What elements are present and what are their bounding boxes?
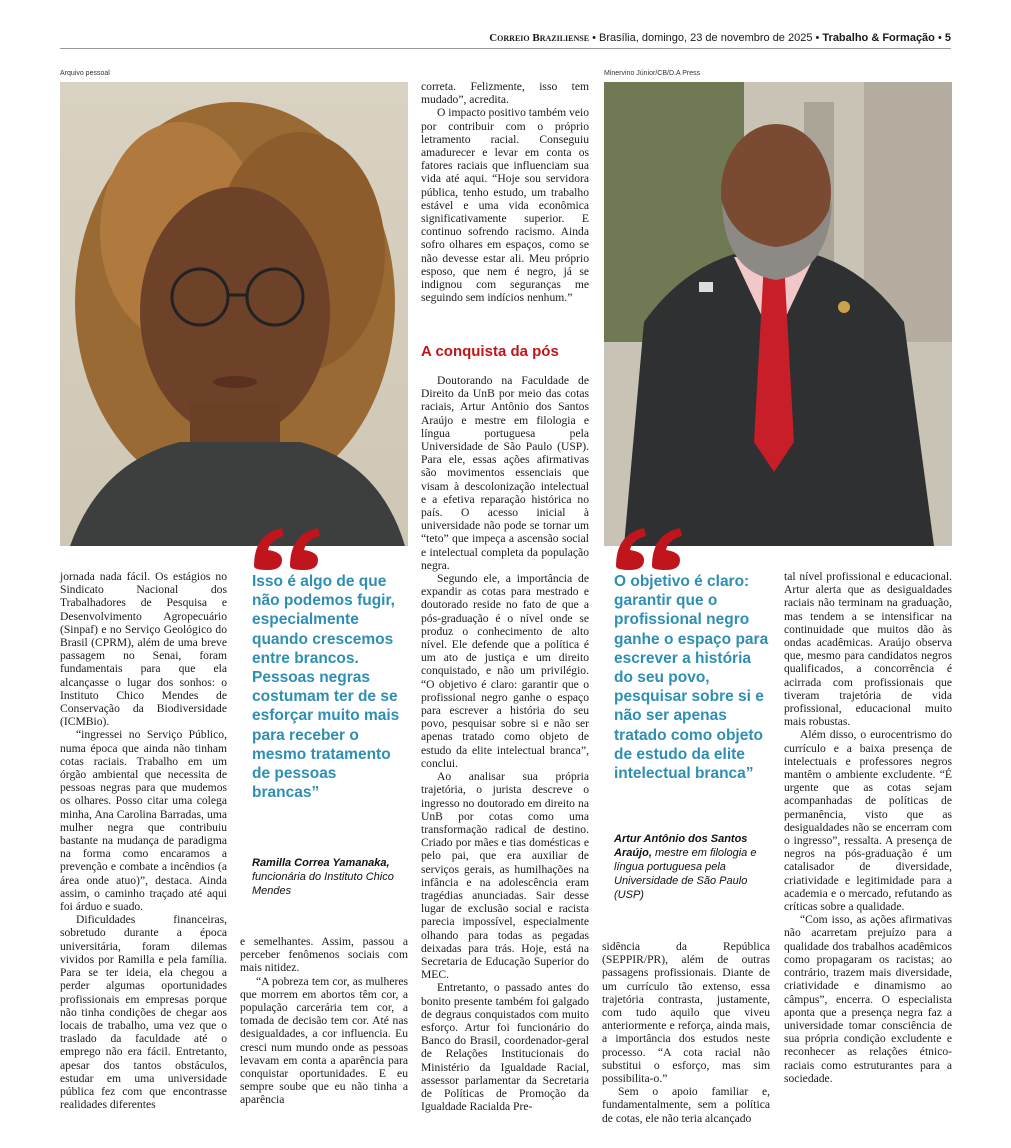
ramilla-portrait-illustration [60, 82, 408, 546]
col2-paragraph: e semelhantes. Assim, passou a perceber fenômenos sociais com mais nitidez. [240, 935, 408, 975]
col3-paragraph: Entretanto, o passado antes do bonito presente também foi galgado de degraus conquistados com muito esforço. Artur foi funcionário do Banco do Brasil, coordenador-geral de Relações Institucionais do Ministério da Igualdade Racial, assessor parlamentar da Secretaria de Políticas de Promoção da Igualdade Racialda Pre- [421, 981, 589, 1114]
artur-photo [604, 82, 952, 546]
col1-paragraph: Dificuldades financeiras, sobretudo durante a época universitária, foram dilemas vividos por Ramilla e pela família. Para se ter ideia, ela chegou a perder algumas oportunidades profissionais em empresas porque não tinha condições de chegar aos locais de trabalho, uma vez que o traslado da faculdade até o emprego não era fácil. Entretanto, apesar dos tantos obstáculos, estudar em uma universidade pública fez com que encontrasse realidades diferentes [60, 913, 227, 1112]
header-section: Trabalho & Formação [822, 32, 935, 44]
article-column-1 [60, 570, 227, 1111]
article-column-5 [784, 570, 952, 1085]
left-quote-attribution [252, 856, 402, 898]
col3-paragraph: Ao analisar sua própria trajetória, o jurista descreve o ingresso no doutorado em direito na UnB por cotas como uma transformação radical de destino. Criado por mães e tias domésticas e pelo pai, que era auxiliar de serviços gerais, as humilhações na infância e na adolescência eram tragédias anunciadas. Sair desse lugar de exclusão social e racista parecia impossível, especialmente olhando para todas as pegadas deixadas para trás. Hoje, está na Secretaria de Educação Superior do MEC. [421, 770, 589, 982]
col4-paragraph: Sem o apoio familiar e, fundamentalmente, sem a política de cotas, ele não teria alcançado [602, 1085, 770, 1125]
left-quote-mark-icon [252, 526, 322, 570]
right-quote-name: Artur Antônio dos Santos Araújo, [614, 833, 748, 859]
right-quote-attribution [614, 832, 774, 902]
right-pull-quote: O objetivo é claro: garantir que o profissional negro ganhe o espaço para escrever a história do seu povo, pesquisar sobre si e não ser apenas tratado como objeto de estudo da elite intelectual branca” [614, 573, 769, 783]
left-quote-role: funcionária do Instituto Chico Mendes [252, 871, 394, 897]
col1-paragraph: jornada nada fácil. Os estágios no Sindicato Nacional dos Trabalhadores de Pesquisa e Desenvolvimento Agropecuário (Sinpaf) e no Serviço Geológico do Brasil (CPRM), além de uma breve passagem no Senai, foram fundamentais para que ela alcançasse o lugar dos sonhos: o Instituto Chico Mendes de Conservação da Biodiversidade (ICMBio). [60, 570, 227, 729]
col5-paragraph: tal nível profissional e educacional. Artur alerta que as desigualdades raciais não terminam na graduação, mas tendem a se intensificar na continuidade que muitos dão às ondas acadêmicas. Araújo observa que, mesmo para candidatos negros qualificados, a concorrência é acirrada com profissionais que tiveram trajetória de vida profissional, educacional muito mais robustas. [784, 570, 952, 729]
left-photo-credit: Arquivo pessoal [60, 70, 110, 77]
col4-paragraph: sidência da República (SEPPIR/PR), além de outras passagens profissionais. Diante de um currículo tão extenso, essa trajetória contrasta, justamente, com tudo aquilo que viveu anteriormente e reforça, ainda mais, a importância dos estudos neste processo. “A cota racial não substitui o esforço, mas sim possibilita-o.” [602, 940, 770, 1086]
article-column-3-top [421, 80, 589, 304]
right-photo-credit: Minervino Júnior/CB/D.A Press [604, 70, 701, 77]
article-column-2-bottom [240, 935, 408, 1107]
col3-paragraph: Segundo ele, a importância de expandir as cotas para mestrado e doutorado reside no fato de que a pós-graduação é o nível onde se produz o conhecimento de alto nível. Ele defende que a política é um ato de justiça e um direito conquistado, e não um privilégio. “O objetivo é claro: garantir que o profissional negro ganhe o espaço para escrever a história do seu povo, pesquisar sobre si e não ser apenas tratado como objeto de estudo da elite intelectual branca”, conclui. [421, 572, 589, 770]
header-date: • Brasília, domingo, 23 de novembro de 2025 • [589, 32, 823, 44]
right-quote-role: mestre em filologia e língua portuguesa pela Universidade de São Paulo (USP) [614, 847, 757, 901]
article-column-3-body [421, 374, 589, 1113]
article-column-4-bottom [602, 940, 770, 1125]
col2-paragraph: “A pobreza tem cor, as mulheres que morrem em abortos têm cor, a população carcerária tem cor, a tomada de decisão tem cor. Até nas desigualdades, a cor influencia. Eu cresci num mundo onde as pessoas levavam em conta a aparência para conquistar oportunidades. E eu sempre soube que eu não tinha a aparência [240, 974, 408, 1107]
left-quote-name: Ramilla Correa Yamanaka, [252, 857, 390, 869]
header-sep: • [934, 32, 945, 44]
page-number: 5 [944, 32, 951, 44]
col5-paragraph: Além disso, o eurocentrismo do currículo e a baixa presença de intelectuais e professores negros mantêm o ambiente excludente. “É urgente que as cotas sejam acompanhadas de políticas de permanência, visto que as desigualdades não se encerram com o ingresso”, ressalta. A presença de negros na pós-graduação é um catalisador de diversidade, criatividade e legitimidade para a academia e o mercado, refutando as críticas sobre a qualidade. [784, 728, 952, 914]
page-header [60, 32, 951, 49]
col1-paragraph: “ingressei no Serviço Público, numa época que ainda não tinham cotas raciais. Trabalho em um órgão ambiental que necessita de pessoas negras para que mudemos os olhares. Posso citar uma colega minha, Ana Carolina Barradas, uma mulher negra que contribuiu bastante na mudança de paradigma na forma como encaramos a prevenção e combate a incêndios (a área onde atuo)”, destaca. Ainda assim, o caminho traçado até aqui foi árduo e suado. [60, 728, 227, 914]
right-quote-mark-icon [614, 526, 684, 570]
paper-name: Correio Braziliense [489, 32, 590, 44]
col3-paragraph: Doutorando na Faculdade de Direito da UnB por meio das cotas raciais, Artur Antônio dos Santos Araújo e mestre em filologia e língua portuguesa pela Universidade de São Paulo (USP). Para ele, essas ações afirmativas são movimentos essenciais que visam à descolonização intelectual e a efetiva reparação histórica no país. O acesso inicial à universidade não pode se tornar um “teto” que impeça a ascensão social e intelectual completa da população negra. [421, 374, 589, 572]
col5-paragraph: “Com isso, as ações afirmativas não acarretam prejuízo para a qualidade dos trabalhos acadêmicos como propagaram os racistas; ao contrário, trazem mais diversidade, criatividade e dinamismo ao câmpus”, encerra. O especialista aponta que a presença negra faz a universidade tomar consciência de sua própria condição excludente e reconhecer as relações étnico-raciais como estruturantes para a sociedade. [784, 913, 952, 1085]
ramilla-photo [60, 82, 408, 546]
col3-paragraph: correta. Felizmente, isso tem mudado”, acredita. [421, 80, 589, 107]
col3-paragraph: O impacto positivo também veio por contribuir com o próprio letramento racial. Conseguiu amadurecer e levar em conta os fatores raciais que influenciam sua vida até aqui. “Hoje sou servidora pública, tenho estudo, um trabalho estável e uma vida econômica significativamente superior. E continuo sofrendo racismo. Ainda sofro olhares em espaços, como se não devesse estar ali. Meu próprio esposo, que nem é negro, já se indignou com seguranças me seguindo sem indícios nenhum.” [421, 106, 589, 305]
section-subheading: A conquista da pós [421, 343, 559, 360]
artur-portrait-illustration [604, 82, 952, 546]
left-pull-quote: Isso é algo de que não podemos fugir, especialmente quando crescemos entre brancos. Pessoas negras costumam ter de se esforçar muito mais para receber o mesmo tratamento de pessoas brancas” [252, 573, 400, 802]
